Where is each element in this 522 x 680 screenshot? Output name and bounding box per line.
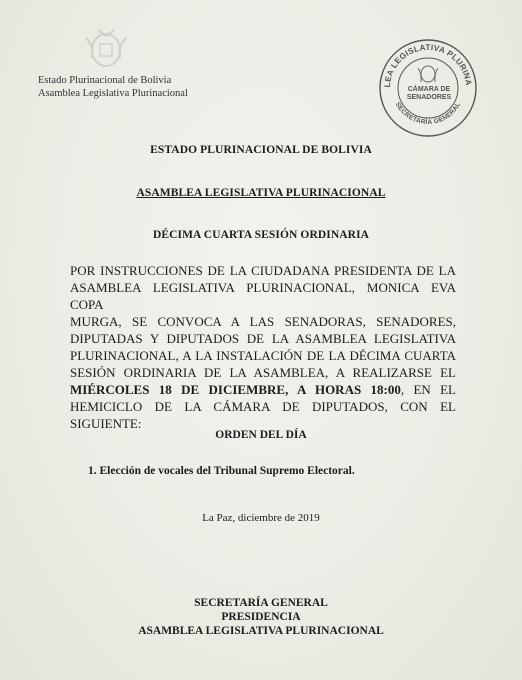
paragraph-line: DIPUTADAS Y DIPUTADOS DE LA ASAMBLEA LEGISLATIVA <box>70 331 456 346</box>
convocation-paragraph <box>70 262 456 432</box>
session-datetime: MIÉRCOLES 18 DE DICIEMBRE, A HORAS 18:00 <box>70 382 401 397</box>
paragraph-line: PLURINACIONAL, A LA INSTALACIÓN DE LA DÉCIMA CUARTA <box>70 348 456 363</box>
signature-line1: SECRETARÍA GENERAL <box>194 597 328 609</box>
signature-block <box>0 596 522 638</box>
seal-caption <box>406 86 452 102</box>
title-state: ESTADO PLURINACIONAL DE BOLIVIA <box>150 144 372 156</box>
seal-center-line2: SENADORES <box>406 94 452 101</box>
seal-ring-text: LEA LEGISLATIVA PLURINA <box>382 42 474 88</box>
signature-line2: PRESIDENCIA <box>221 611 301 623</box>
title-session: DÉCIMA CUARTA SESIÓN ORDINARIA <box>152 229 370 241</box>
paragraph-line: ASAMBLEA LEGISLATIVA PLURINACIONAL, MONICA EVA COPA <box>70 280 456 312</box>
letterhead-assembly: Asamblea Legislativa Plurinacional <box>38 88 188 99</box>
svg-text:SECRETARÍA GENERAL <box>394 101 462 126</box>
seal-crest-icon <box>418 66 438 82</box>
paragraph-line: MURGA, SE CONVOCA A LAS SENADORAS, SENADORES, <box>70 314 456 329</box>
letterhead-state: Estado Plurinacional de Bolivia <box>38 75 172 86</box>
date-line: La Paz, diciembre de 2019 <box>202 512 320 524</box>
signature-line3: ASAMBLEA LEGISLATIVA PLURINACIONAL <box>138 625 384 637</box>
svg-text:ASAMBLEA LEGISLATIVA PLURINACI <box>378 38 473 88</box>
paragraph-line <box>70 381 456 398</box>
paragraph-line: HEMICICLO DE LA CÁMARA DE DIPUTADOS, CON EL SIGUIENTE: <box>70 399 456 431</box>
seal-center-line1: CÁMARA DE <box>407 86 451 93</box>
paragraph-line: POR INSTRUCCIONES DE LA CIUDADANA PRESIDENTA DE LA <box>70 263 456 278</box>
letterhead <box>38 74 188 100</box>
paragraph-line: SESIÓN ORDINARIA DE LA ASAMBLEA, A REALIZARSE EL <box>70 365 456 380</box>
paragraph-fragment: , EN EL <box>400 382 456 397</box>
agenda-title: ORDEN DEL DÍA <box>215 429 307 441</box>
coat-of-arms-watermark <box>80 24 132 72</box>
title-assembly: ASAMBLEA LEGISLATIVA PLURINACIONAL <box>136 187 386 199</box>
seal-bottom-text: SECRETARÍA GENERAL <box>393 101 463 127</box>
agenda-item: 1. Elección de vocales del Tribunal Supremo Electoral. <box>88 465 355 477</box>
